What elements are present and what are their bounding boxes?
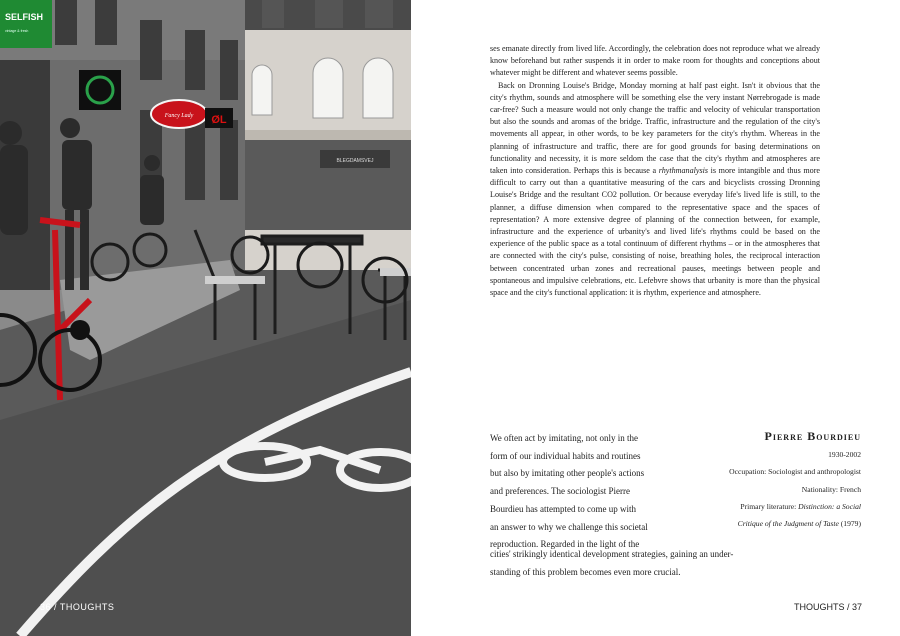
body-paragraph-2-part-a: Back on Dronning Louise's Bridge, Monday morning at half past eight. Isn't it obvious that the city's rhythm, sounds and atmosphere will be something else the very instant Nørrebrogade is made car-free? Such a measure would not only change the traffic and velocity of vehicular transportation but also the sounds and aromas of the bridge. Traffic, infrastructure and the regulation of the city's movements all appear, in other words, to be key parameters for the city's rhythm. Whereas in the planning of infrastructure and traffic, there are for good grounds for basing determinations on functionality and necessity, it is more seldom the case that the city's rhythm and atmospheres are taken into consideration. Perhaps this is because a [490, 80, 820, 176]
bio-literature-label: Primary literature: [740, 501, 799, 511]
street-photograph [0, 0, 411, 636]
bio-literature-title-1: Distinction: a Social [798, 501, 861, 511]
intro-tail-line: cities' strikingly identical development strategies, gaining an under- [490, 549, 734, 559]
selfish-sign-subtext: vintage & fresh [5, 29, 29, 33]
bio-name: Pierre Bourdieu [764, 429, 861, 443]
intro-line: and preferences. The sociologist Pierre [490, 486, 631, 497]
body-paragraph-2-emphasis: rhythmanalysis [658, 166, 709, 176]
right-page-folio: THOUGHTS / 37 [793, 602, 862, 612]
left-page-folio: 36 / THOUGHTS [40, 602, 115, 612]
body-paragraph-2-part-b: is more intangible and thus more difficult to carry out than a quantitative measuring of the cars and bicyclists crossing Dronning Louise's Bridge and the resultant CO2 pollution. Or because everyday life's lived life is still, to the planner, a diffuse dimension when compared to the representative space and the spaces of representation? A more extensive degree of planning of the connection between, for example, infrastructure and the experience of urbanity's and lived life's rhythms could be based on the experience of the public space as a total continuum of different rhythms – or in the atmospheres that are connected with the city's pulse, consisting of noise, breathing holes, the reciprocal interaction between concentrated urban zones and recreational pauses, meetings between people and spontaneous and impulsive celebrations, etc. Lefebvre shows that urbanity is more than the physical space and the city's functional application: it is rhythm, experience and atmosphere. [490, 166, 820, 298]
text-page [411, 0, 900, 636]
intro-continuation [490, 546, 790, 581]
shop-sign-text: Fancy Lady [164, 113, 194, 119]
bio-literature-cont [691, 515, 861, 532]
bourdieu-bio-box [691, 428, 861, 532]
selfish-sign-text: SELFISH [5, 12, 44, 22]
intro-line: Bourdieu has attempted to come up with [490, 503, 636, 514]
awning-sign-text: BLEGDAMSVEJ [336, 158, 374, 164]
intro-line: but also by imitating other people's actions [490, 468, 645, 479]
intro-line: form of our individual habits and routines [490, 450, 641, 461]
bio-literature-year: (1979) [838, 519, 861, 529]
body-paragraph-1: ses emanate directly from lived life. Accordingly, the celebration does not reproduce what we already know beforehand but rather suspends it in order to make room for thoughts and conceptions about whatever might be different and whatever seems possible. [490, 44, 820, 78]
bio-years: 1930-2002 [828, 450, 861, 459]
bio-occupation: Occupation: Sociologist and anthropologist [729, 467, 861, 477]
main-body-text [490, 43, 820, 299]
bio-literature [691, 498, 861, 515]
ol-sign-text: ØL [211, 114, 227, 126]
body-paragraph-2 [490, 80, 820, 300]
intro-line: reproduction. Regarded in the light of the [490, 539, 640, 550]
intro-tail-line: standing of this problem becomes even more crucial. [490, 566, 681, 577]
bio-nationality: Nationality: French [801, 484, 861, 494]
intro-line: We often act by imitating, not only in the [490, 433, 638, 443]
bio-literature-title-2: Critique of the Judgment of Taste [737, 519, 839, 529]
intro-text [490, 430, 673, 554]
intro-line: an answer to why we challenge this societal [490, 521, 648, 532]
